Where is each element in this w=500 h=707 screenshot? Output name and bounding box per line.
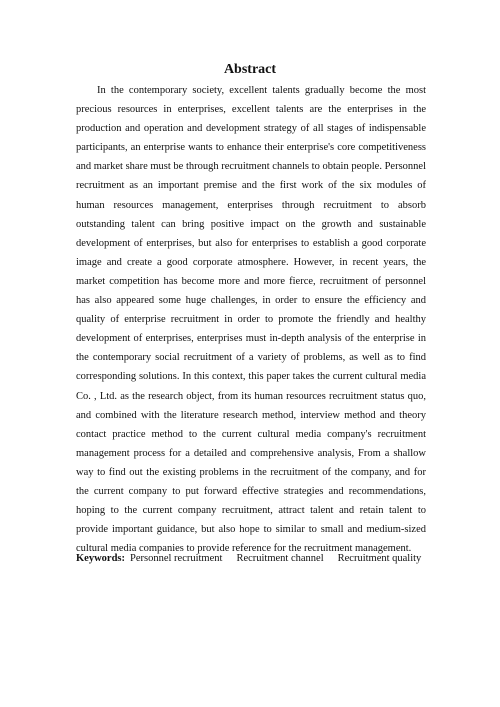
keyword-item: Recruitment channel xyxy=(236,553,324,564)
abstract-title: Abstract xyxy=(223,62,277,77)
keyword-item: Recruitment quality xyxy=(337,553,422,564)
keywords-label: Keywords: xyxy=(76,553,125,564)
keywords-line xyxy=(76,551,426,567)
abstract-body: In the contemporary society, excellent talents gradually become the most precious resources in enterprises, excellent talents are the enterprises in the production and operation and development strategy of all stages of indispensable participants, an enterprise wants to enhance their enterprise's core competitiveness and market share must be through recruitment channels to obtain people. Personnel recruitment as an important premise and the first work of the six modules of human resources management, enterprises through recruitment to absorb outstanding talent can bring positive impact on the growth and sustainable development of enterprises, but also for enterprises to establish a good corporate image and create a good corporate atmosphere. However, in recent years, the market competition has become more and more fierce, recruitment of personnel has also appeared some huge challenges, in order to ensure the efficiency and quality of enterprise recruitment in order to promote the friendly and healthy development of enterprises, enterprises must in-depth analysis of the enterprise in the contemporary social recruitment of a variety of problems, as well as to find corresponding solutions. In this context, this paper takes the current cultural media Co. , Ltd. as the research object, from its human resources recruitment status quo, and combined with the literature research method, interview method and theory contact practice method to the current cultural media company's recruitment management process for a detailed and comprehensive analysis, From a shallow way to find out the existing problems in the recruitment of the company, and for the current company to put forward effective strategies and recommendations, hoping to the current company recruitment, attract talent and retain talent to provide important guidance, but also hope to similar to small and medium-sized cultural media companies to provide reference for the recruitment management. xyxy=(76,85,426,555)
keyword-item: Personnel recruitment xyxy=(130,553,223,564)
